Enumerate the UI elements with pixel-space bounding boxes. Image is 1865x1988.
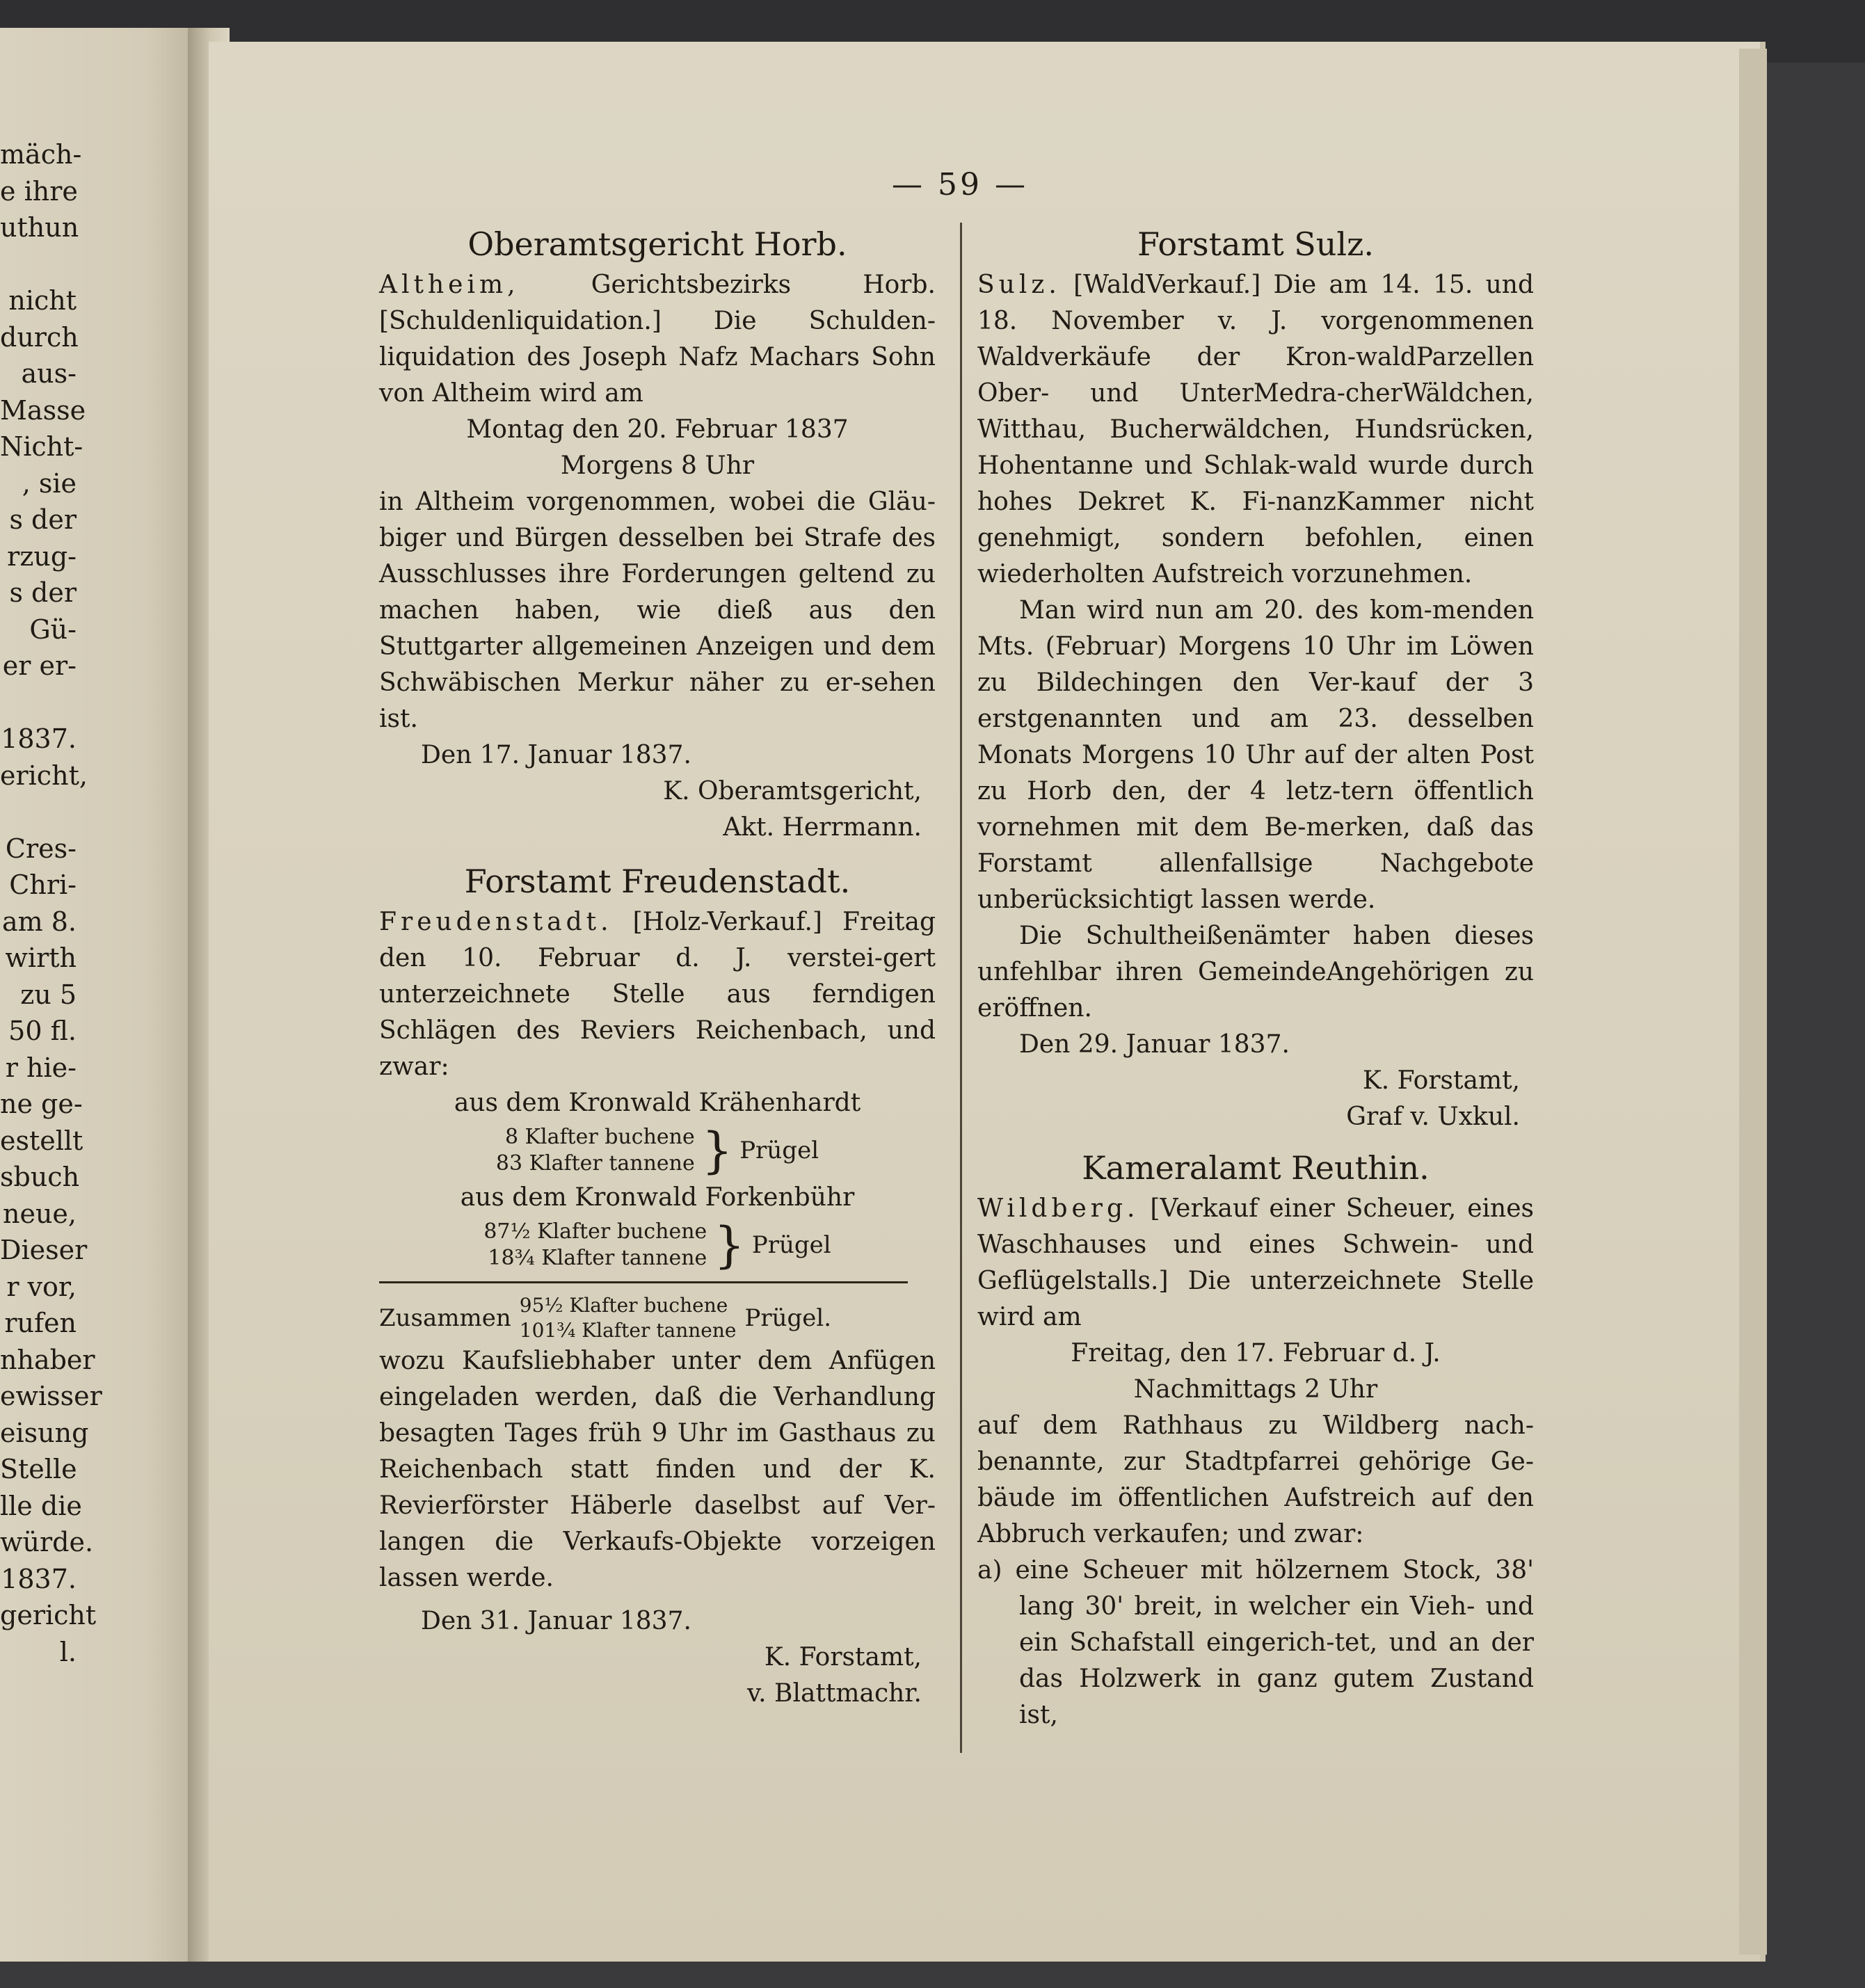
intro-text: [Holz-Verkauf.] Freitag den 10. Februar d. J. verstei-gert unterzeichnete Stelle aus ferndigen Schlägen des Reviers Reichenbach, und zwar: [379, 908, 936, 1081]
total-item: 95½ Klafter buchene [519, 1294, 728, 1317]
left-page-fragments [0, 139, 102, 1673]
fragment-line: wirth [5, 943, 77, 973]
place-name: Sulz. [977, 271, 1061, 299]
fragment-line: ewisser [0, 1381, 102, 1411]
fragment-line: durch [0, 321, 79, 353]
column-divider [960, 223, 962, 1753]
fragment-line: s der [9, 504, 77, 535]
fragment-line: er er- [2, 650, 77, 681]
forest-name: aus dem Kronwald Forkenbühr [460, 1183, 855, 1212]
total-suffix: Prügel. [744, 1304, 832, 1332]
fragment-line: lle die [0, 1490, 82, 1521]
fragment-line: r vor, [6, 1271, 77, 1302]
fragment-line [0, 687, 77, 724]
fragment-line: uthun [0, 212, 79, 243]
notice-kameralamt-reuthin [977, 1146, 1534, 1733]
fragment-line: nhaber [0, 1344, 95, 1375]
fragment-line: 1837. [1, 723, 77, 754]
signature-office: K. Forstamt, [764, 1643, 922, 1672]
notice-forstamt-freudenstadt [379, 860, 936, 1712]
page-number: — 59 — [892, 167, 1028, 202]
right-column [977, 223, 1534, 1733]
fragment-line: würde. [0, 1527, 94, 1557]
fragment-line: am 8. [1, 906, 77, 937]
fragment-line: neue, [2, 1198, 77, 1229]
signature-name: v. Blattmachr. [747, 1679, 922, 1708]
signature-name: Akt. Herrmann. [723, 813, 922, 842]
brace: } [714, 1217, 745, 1274]
notice-heading: Kameralamt Reuthin. [1082, 1149, 1430, 1187]
wood-item: 18¾ Klafter tannene [488, 1246, 707, 1270]
notice-dated: Den 17. Januar 1837. [421, 741, 691, 769]
intro-text: Gerichtsbezirks Horb. [Schuldenliquidation.] Die Schulden-liquidation des Joseph Nafz Machars Sohn von Altheim wird am [379, 271, 936, 408]
notice-intro [379, 904, 936, 1085]
notice-heading: Forstamt Sulz. [1137, 225, 1375, 263]
fragment-line: mäch- [0, 139, 82, 170]
fragment-line: gericht [0, 1600, 97, 1630]
fragment-line: Chri- [9, 869, 77, 900]
fragment-line [0, 249, 77, 286]
fragment-line: ericht, [0, 760, 88, 791]
notice-heading: Oberamtsgericht Horb. [467, 225, 847, 263]
signature-name: Graf v. Uxkul. [1346, 1103, 1520, 1131]
wood-type: Prügel [751, 1231, 831, 1259]
fragment-line: eisung [0, 1417, 89, 1448]
fragment-line: sbuch [0, 1162, 80, 1192]
fragment-line: aus- [21, 358, 77, 389]
signature-office: K. Forstamt, [1362, 1066, 1520, 1095]
intro-text: [WaldVerkauf.] Die am 14. 15. und 18. November v. J. vorgenommenen Waldverkäufe der Kron-waldParzellen Ober- und UnterMedra-cherWäldchen, Witthau, Bucherwäldchen, Hundsrücken, Hohentanne und Schlak-wald wurde durch hohes Dekret K. Fi-nanzKammer nicht genehmigt, sondern befohlen, einen wiederholten Aufstreich vorzunehmen. [977, 271, 1534, 588]
wood-item: 87½ Klafter buchene [483, 1219, 707, 1244]
forest-name: aus dem Kronwald Krähenhardt [454, 1089, 861, 1117]
signature-office: K. Oberamtsgericht, [663, 777, 922, 805]
fragment-line [0, 796, 77, 833]
fragment-line: estellt [0, 1125, 83, 1156]
notice-intro [977, 267, 1534, 593]
fragment-line: Gü- [29, 614, 77, 645]
brace: } [701, 1122, 733, 1179]
left-column [379, 223, 936, 1712]
notice-body: wozu Kaufsliebhaber unter dem Anfügen eingeladen werden, daß die Verhandlung besagten Tages früh 9 Uhr im Gasthaus zu Reichenbach statt finden und der K. Revierförster Häberle daselbst auf Ver-langen die Verkaufs-Objekte vorzeigen lassen werde. [379, 1347, 936, 1592]
fragment-line: Masse [0, 394, 86, 426]
notice-paragraph: Man wird nun am 20. des kom-menden Mts. (Februar) Morgens 10 Uhr im Löwen zu Bildechingen den Ver-kauf der 3 erstgenannten und am 23. desselben Monats Morgens 10 Uhr auf der alten Post zu Horb den, der 4 letz-tern öffentlich vornehmen mit dem Be-merken, daß das Forstamt allenfallsige Nachgebote unberücksichtigt lassen werde. [977, 596, 1534, 914]
notice-forstamt-sulz [977, 223, 1534, 1135]
notice-oberamtsgericht-horb [379, 223, 936, 846]
fragment-line: ne ge- [0, 1089, 83, 1119]
wood-total [379, 1293, 936, 1343]
wood-item: 83 Klafter tannene [495, 1151, 695, 1176]
wood-item: 8 Klafter buchene [504, 1125, 695, 1149]
fragment-line: 50 fl. [8, 1016, 77, 1046]
notice-date: Montag den 20. Februar 1837 [466, 415, 849, 444]
fragment-line: l. [59, 1636, 77, 1667]
notice-heading: Forstamt Freudenstadt. [464, 863, 851, 900]
notice-intro [977, 1191, 1534, 1336]
notice-body: in Altheim vorgenommen, wobei die Gläu-biger und Bürgen desselben bei Strafe des Ausschlusses ihre Forderungen geltend zu machen haben, wie dieß aus den Stuttgarter allgemeinen Anzeigen und dem Schwäbischen Merkur näher zu er-sehen ist. [379, 488, 936, 733]
fragment-line: nicht [8, 285, 77, 316]
sum-rule [379, 1281, 908, 1283]
notice-time: Nachmittags 2 Uhr [1133, 1375, 1378, 1404]
notice-body: auf dem Rathhaus zu Wildberg nach-benannte, zur Stadtpfarrei gehörige Ge-bäude im öffentlichen Aufstreich auf den Abbruch verkaufen; und zwar: [977, 1411, 1534, 1548]
fragment-line: Cres- [5, 833, 77, 864]
wood-lot [379, 1124, 936, 1177]
fragment-line: Dieser [0, 1235, 88, 1265]
notice-dated: Den 31. Januar 1837. [421, 1607, 691, 1635]
fragment-line: rufen [4, 1308, 77, 1338]
fragment-line: rzug- [7, 540, 77, 572]
fragment-line: e ihre [0, 175, 78, 207]
fragment-line: Stelle [0, 1454, 77, 1484]
page-edge [1739, 49, 1767, 1955]
list-item: a) eine Scheuer mit hölzernem Stock, 38' lang 30' breit, in welcher ein Vieh- und ein Schafstall eingerich-tet, und an der das Holzwerk in ganz gutem Zustand ist, [977, 1556, 1534, 1729]
total-item: 101¾ Klafter tannene [519, 1319, 737, 1342]
total-label: Zusammen [379, 1304, 511, 1332]
wood-lot [379, 1219, 936, 1272]
fragment-line: , sie [22, 467, 77, 499]
notice-dated: Den 29. Januar 1837. [1019, 1030, 1290, 1059]
notice-date: Freitag, den 17. Februar d. J. [1071, 1339, 1441, 1368]
wood-type: Prügel [739, 1137, 819, 1164]
fragment-line: Nicht- [0, 431, 83, 462]
notice-time: Morgens 8 Uhr [560, 451, 755, 480]
place-name: Altheim, [379, 271, 520, 299]
fragment-line: zu 5 [20, 979, 77, 1010]
notice-intro [379, 267, 936, 412]
fragment-line: 1837. [1, 1563, 77, 1594]
intro-text: [Verkauf einer Scheuer, eines Waschhauses und eines Schwein- und Geflügelstalls.] Die unterzeichnete Stelle wird am [977, 1194, 1534, 1331]
fragment-line: r hie- [5, 1052, 77, 1083]
place-name: Freudenstadt. [379, 908, 613, 936]
notice-paragraph: Die Schultheißenämter haben dieses unfehlbar ihren GemeindeAngehörigen zu eröffnen. [977, 922, 1534, 1023]
left-page [0, 28, 209, 1962]
place-name: Wildberg. [977, 1194, 1139, 1223]
fragment-line: s der [9, 577, 77, 608]
